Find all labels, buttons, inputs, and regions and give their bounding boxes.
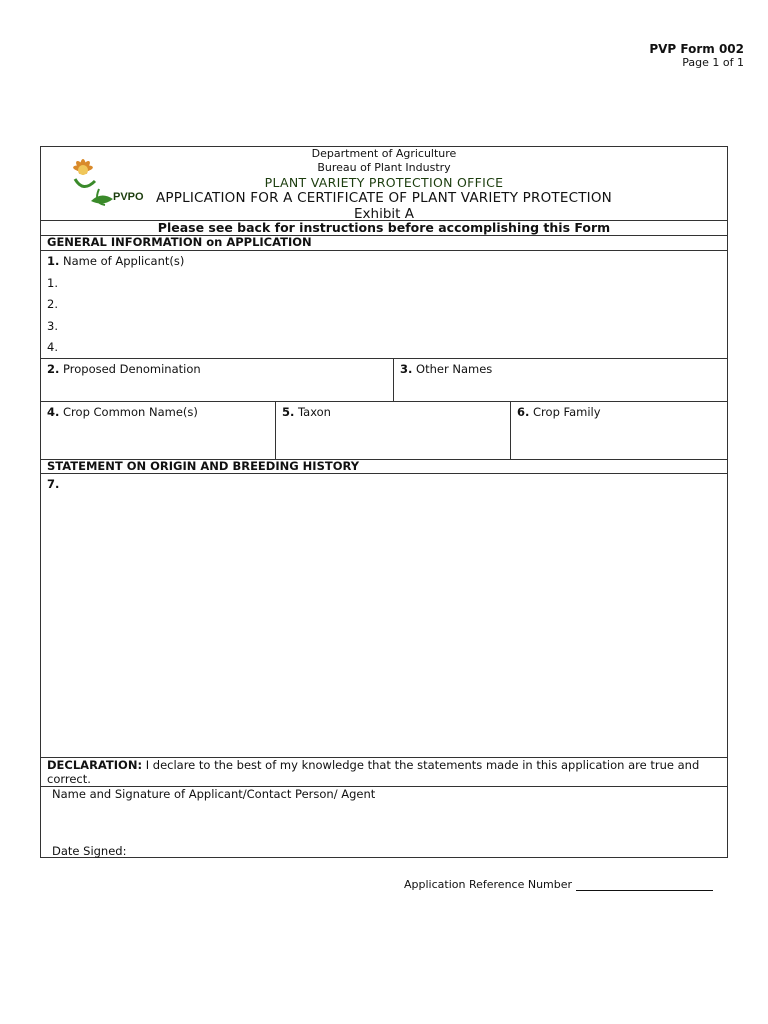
reference-number-field[interactable] bbox=[576, 878, 713, 891]
applicant-line-4[interactable]: 4. bbox=[47, 340, 58, 354]
signature-block bbox=[41, 787, 727, 857]
department-name: Department of Agriculture bbox=[311, 147, 457, 160]
form-identifier bbox=[649, 42, 744, 70]
office-name: PLANT VARIETY PROTECTION OFFICE bbox=[264, 175, 504, 190]
declaration-label: DECLARATION: bbox=[47, 758, 143, 772]
section-general-information: GENERAL INFORMATION on APPLICATION bbox=[41, 236, 727, 251]
pvpo-logo-icon bbox=[55, 153, 145, 213]
crop-row bbox=[41, 402, 727, 460]
applicant-line-2[interactable]: 2. bbox=[47, 297, 58, 311]
application-form bbox=[40, 146, 728, 858]
declaration-statement bbox=[41, 758, 727, 787]
instructions-note: Please see back for instructions before accomplishing this Form bbox=[41, 221, 727, 236]
origin-history-field[interactable] bbox=[41, 474, 727, 758]
form-code: PVP Form 002 bbox=[649, 42, 744, 56]
bureau-name: Bureau of Plant Industry bbox=[317, 161, 451, 174]
form-header bbox=[41, 147, 727, 221]
svg-text:PVPO: PVPO bbox=[113, 191, 144, 203]
taxon-field[interactable]: 5. Taxon bbox=[275, 402, 510, 459]
form-title: APPLICATION FOR A CERTIFICATE OF PLANT VARIETY PROTECTION bbox=[156, 190, 612, 206]
applicant-names-label: 1. Name of Applicant(s) bbox=[47, 254, 185, 268]
denomination-row bbox=[41, 359, 727, 402]
signature-label: Name and Signature of Applicant/Contact Person/ Agent bbox=[52, 787, 376, 801]
other-names-field[interactable]: 3. Other Names bbox=[393, 359, 727, 401]
reference-number-label: Application Reference Number bbox=[404, 878, 573, 891]
section-origin-breeding-history: STATEMENT ON ORIGIN AND BREEDING HISTORY bbox=[41, 460, 727, 474]
origin-history-number: 7. bbox=[47, 477, 60, 491]
declaration-text: I declare to the best of my knowledge that the statements made in this application are true and correct. bbox=[47, 758, 700, 786]
applicant-line-1[interactable]: 1. bbox=[47, 275, 58, 290]
crop-family-field[interactable]: 6. Crop Family bbox=[510, 402, 727, 459]
proposed-denomination-field[interactable]: 2. Proposed Denomination bbox=[47, 362, 201, 376]
applicant-names-field[interactable] bbox=[41, 251, 727, 359]
exhibit-label: Exhibit A bbox=[354, 206, 414, 222]
date-signed-label: Date Signed: bbox=[52, 844, 127, 858]
applicant-line-3[interactable]: 3. bbox=[47, 318, 58, 333]
page-number: Page 1 of 1 bbox=[682, 56, 744, 69]
application-reference bbox=[404, 878, 713, 891]
crop-common-name-field[interactable]: 4. Crop Common Name(s) bbox=[47, 405, 198, 419]
